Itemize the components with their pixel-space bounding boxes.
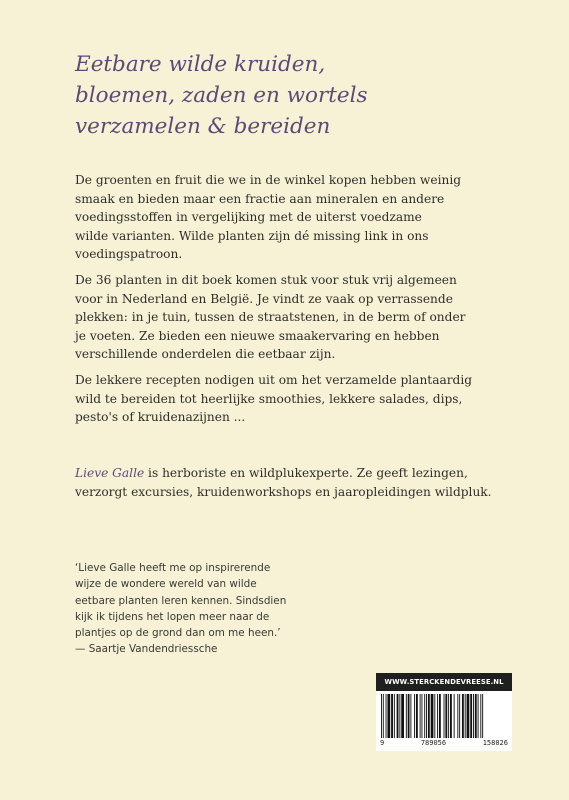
quote-attribution: — Saartje Vandendriessche xyxy=(75,643,218,656)
quote-line: kijk ik tijdens het lopen meer naar de xyxy=(75,610,270,623)
publisher-url: WWW.STERCKENDEVREESE.NL xyxy=(376,673,512,691)
barcode-bar xyxy=(478,694,479,738)
barcode-bar xyxy=(473,694,474,738)
back-cover-title xyxy=(75,49,515,142)
barcode-bar xyxy=(439,694,441,738)
paragraph-line: pesto's of kruidenazijnen ... xyxy=(75,410,246,424)
paragraph-line: De groenten en fruit die we in de winkel kopen hebben weinig xyxy=(75,173,462,187)
paragraph-line: plekken: in je tuin, tussen de straatstenen, in de berm of onder xyxy=(75,310,466,324)
paragraph-line: voedingsstoffen in vergelijking met de uiterst voedzame xyxy=(75,210,422,224)
barcode-bar xyxy=(462,694,464,738)
barcode-bar xyxy=(450,694,452,738)
barcode-bar xyxy=(465,694,466,738)
paragraph-line: wild te bereiden tot heerlijke smoothies, lekkere salades, dips, xyxy=(75,391,463,406)
barcode-bar xyxy=(475,694,477,738)
barcode-digit-group: 789056 xyxy=(420,739,447,747)
paragraph-line: verschillende onderdelen die eetbaar zijn. xyxy=(75,347,336,361)
recipes-paragraph xyxy=(75,371,525,427)
endorsement-quote xyxy=(75,560,375,658)
title-line: verzamelen & bereiden xyxy=(75,114,331,139)
author-bio xyxy=(75,464,525,501)
paragraph-line: De 36 planten in dit boek komen stuk voor stuk vrij algemeen xyxy=(75,273,457,287)
barcode-bar xyxy=(421,694,422,738)
barcode-bar xyxy=(444,694,445,738)
quote-line: eetbare planten leren kennen. Sindsdien xyxy=(75,594,287,607)
barcode-bar xyxy=(408,694,410,738)
intro-paragraph xyxy=(75,171,525,264)
barcode-bar xyxy=(434,694,435,738)
barcode-bar xyxy=(391,694,393,738)
barcode-bar xyxy=(410,694,411,738)
barcode-bar xyxy=(426,694,427,738)
barcode-bar xyxy=(482,694,483,738)
title-line: bloemen, zaden en wortels xyxy=(75,83,368,108)
barcode-bar xyxy=(416,694,418,738)
barcode-bar xyxy=(448,694,449,738)
paragraph-line: smaak en bieden maar een fractie aan mineralen en andere xyxy=(75,191,445,206)
barcode-bar xyxy=(399,694,400,738)
paragraph-line: voedingspatroon. xyxy=(75,247,183,261)
quote-line: plantjes op de grond dan om me heen.’ xyxy=(75,627,281,640)
barcode-digits xyxy=(380,738,508,748)
author-name: Lieve Galle xyxy=(75,466,145,480)
barcode-digit-group: 9 xyxy=(380,739,385,747)
author-bio-text: is herboriste en wildplukexperte. Ze geeft lezingen, xyxy=(144,466,468,480)
barcode-bar xyxy=(428,694,430,738)
quote-line: wijze de wondere wereld van wilde xyxy=(75,578,257,591)
barcode-bar xyxy=(386,694,387,738)
barcode-bar xyxy=(445,694,447,738)
isbn-barcode xyxy=(376,673,512,751)
paragraph-line: je voeten. Ze bieden een nieuwe smaakervaring en hebben xyxy=(75,328,440,343)
barcode-bar xyxy=(431,694,434,738)
barcode-bar xyxy=(381,694,382,738)
barcode-bar xyxy=(397,694,399,738)
barcode-bar xyxy=(424,694,425,738)
author-bio-line xyxy=(75,464,525,483)
barcode-bar xyxy=(467,694,470,738)
barcode-bar xyxy=(383,694,384,738)
barcode-bar xyxy=(406,694,407,738)
barcode-bars xyxy=(381,694,507,738)
barcode-bar xyxy=(480,694,481,738)
barcode-digit-group: 158026 xyxy=(482,739,508,747)
title-line: Eetbare wilde kruiden, xyxy=(75,52,326,77)
barcode-bar xyxy=(470,694,472,738)
barcode-bar xyxy=(414,694,415,738)
barcode-bar xyxy=(454,694,455,738)
barcode-bar xyxy=(437,694,438,738)
paragraph-line: De lekkere recepten nodigen uit om het verzamelde plantaardig xyxy=(75,373,473,387)
barcode-bar xyxy=(459,694,460,738)
barcode-bar xyxy=(401,694,404,738)
barcode-bar xyxy=(420,694,421,738)
barcode-bar xyxy=(394,694,395,738)
plants-paragraph xyxy=(75,271,525,364)
paragraph-line: voor in Nederland en België. Je vindt ze vaak op verrassende xyxy=(75,291,453,306)
quote-line: ‘Lieve Galle heeft me op inspirerende xyxy=(75,562,271,574)
barcode-bar xyxy=(457,694,458,738)
barcode-bar xyxy=(387,694,390,738)
paragraph-line: wilde varianten. Wilde planten zijn dé missing link in ons xyxy=(75,228,429,243)
author-bio-line: verzorgt excursies, kruidenworkshops en jaaropleidingen wildpluk. xyxy=(75,484,492,499)
